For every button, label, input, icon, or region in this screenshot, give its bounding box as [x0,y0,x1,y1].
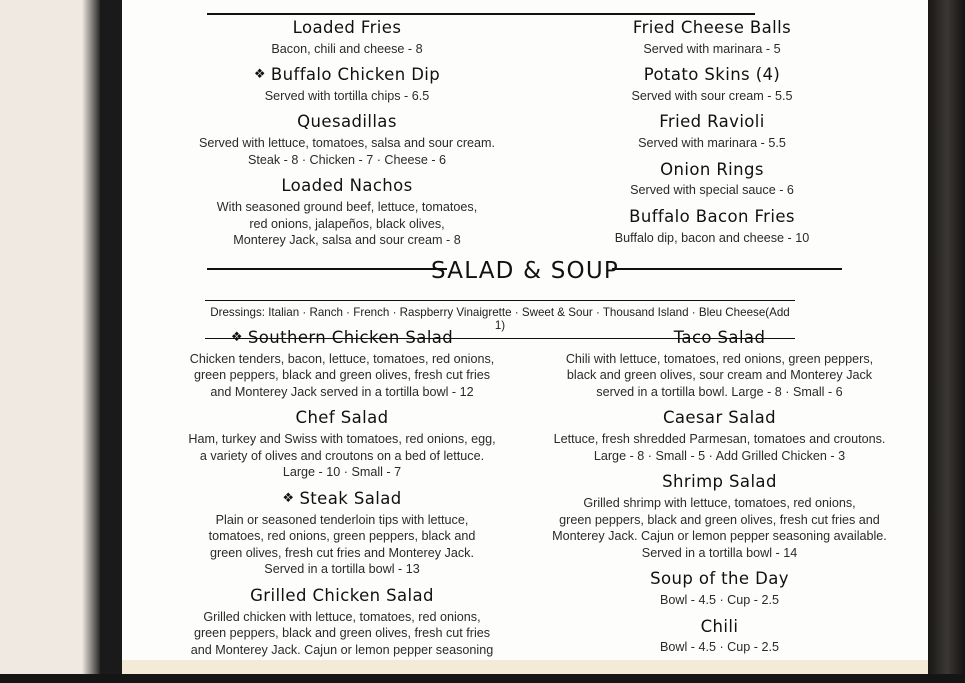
page-bottom-edge [122,660,928,674]
menu-item [162,176,532,248]
menu-item-description: Ham, turkey and Swiss with tomatoes, red onions, egg, a variety of olives and croutons on a bed of lettuce. Large - 10 · Small - 7 [188,432,496,480]
menu-item-description: Bowl - 4.5 · Cup - 2.5 [660,592,779,607]
menu-item-description: Bacon, chili and cheese - 8 [271,41,423,56]
salad-right-column [527,328,912,664]
menu-item-description: Buffalo dip, bacon and cheese - 10 [614,230,810,245]
menu-item [527,18,897,57]
menu-item-description: Served with marinara - 5.5 [638,136,786,151]
menu-item [527,617,912,656]
menu-item-name: Potato Skins (4) [643,65,781,85]
menu-item-name: Caesar Salad [662,408,777,428]
appetizers-right-column [527,18,897,254]
right-margin [925,0,965,674]
menu-item [527,472,912,561]
menu-item [162,18,532,57]
menu-item-description: Grilled shrimp with lettuce, tomatoes, red onions, green peppers, black and green olives, fresh cut fries and Monterey Jack. Cajun or lemon pepper seasoning available. Served in a tortilla bowl - 14 [552,495,887,560]
menu-item-description: Chili with lettuce, tomatoes, red onions, green peppers, black and green olives, sour cream and Monterey Jack served in a tortilla bowl. Large - 8 · Small - 6 [565,351,874,399]
appetizers-left-column [162,18,532,257]
menu-item-name: Fried Cheese Balls [632,18,792,37]
menu-item-description: Bowl - 4.5 · Cup - 2.5 [660,640,779,655]
salad-left-column [152,328,532,683]
menu-item-name: Onion Rings [660,159,764,179]
menu-item [527,65,897,104]
menu-item-name: Fried Ravioli [659,112,765,132]
signature-star-icon: ❖ [282,490,295,506]
menu-item [152,328,532,400]
menu-page [122,0,928,660]
menu-item [152,489,532,578]
menu-item-name: ❖ Steak Salad [282,488,402,508]
menu-item-description: Chicken tenders, bacon, lettuce, tomatoes, red onions, green peppers, black and green olives, fresh cut fries and Monterey Jack served in a tortilla bowl - 12 [189,351,495,399]
left-margin [0,0,100,674]
dressings-list: Dressings: Italian · Ranch · French · Raspberry Vinaigrette · Sweet & Sour · Thousand Island · Bleu Cheese(Add 1) [205,300,795,339]
menu-item [527,160,897,199]
signature-star-icon: ❖ [253,67,266,83]
signature-star-icon: ❖ [230,330,243,345]
menu-item [152,408,532,480]
menu-item-description: Plain or seasoned tenderloin tips with lettuce, tomatoes, red onions, green peppers, black and green olives, fresh cut fries and Monterey Jack. Served in a tortilla bowl - 13 [208,512,476,577]
top-divider-rule [207,13,755,15]
menu-item-description: Served with tortilla chips - 6.5 [264,88,430,103]
left-margin-shadow [0,0,100,674]
menu-item-description: Served with special sauce - 6 [630,183,794,198]
menu-item-name: Chili [700,616,739,636]
menu-item-name: Buffalo Bacon Fries [629,206,795,226]
menu-item-name: Taco Salad [673,328,766,347]
section-title-salad-soup: SALAD & SOUP [431,258,619,284]
menu-item-name: Quesadillas [297,112,397,132]
menu-item-description: Lettuce, fresh shredded Parmesan, tomatoes and croutons. Large - 8 · Small - 5 · Add Grilled Chicken - 3 [553,432,886,463]
menu-item-name: Loaded Nachos [281,176,413,196]
menu-item-description: Served with marinara - 5 [643,41,781,56]
menu-item [527,112,897,151]
menu-item-name: Grilled Chicken Salad [250,585,434,605]
menu-item-name: Shrimp Salad [662,472,777,492]
menu-item [162,112,532,168]
menu-item-name: ❖ Buffalo Chicken Dip [253,65,441,85]
menu-item-name: ❖ Southern Chicken Salad [230,328,454,347]
menu-item [527,408,912,464]
menu-item-description: Served with lettuce, tomatoes, salsa and sour cream. Steak - 8 · Chicken - 7 · Cheese - 6 [198,136,496,167]
menu-item [162,65,532,104]
menu-item-description: Grilled chicken with lettuce, tomatoes, red onions, green peppers, black and green olives, fresh cut fries and Monterey Jack. Cajun or lemon pepper seasoning [190,609,494,657]
menu-item-description: Served with sour cream - 5.5 [631,88,793,103]
menu-item-name: Soup of the Day [650,569,789,589]
menu-item [527,328,912,400]
menu-item-name: Loaded Fries [292,18,402,37]
menu-item-name: Chef Salad [295,408,389,428]
menu-item [527,569,912,608]
menu-item-description: With seasoned ground beef, lettuce, tomatoes, red onions, jalapeños, black olives, Monterey Jack, salsa and sour cream - 8 [216,199,478,248]
menu-item [527,207,897,246]
